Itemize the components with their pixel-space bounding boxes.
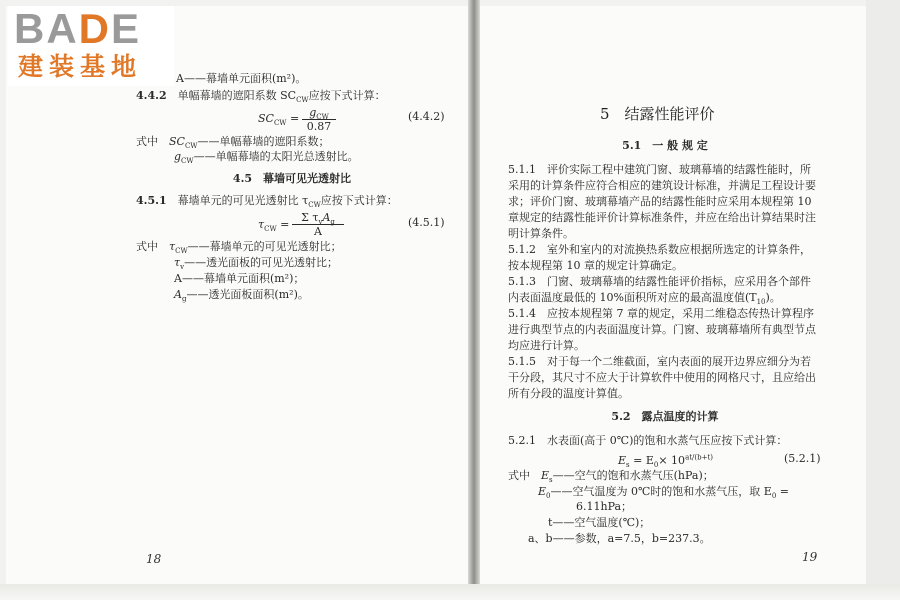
- p515-line: 干分段，其尺寸不应大于计算软件中使用的网格尺寸，且应给出: [508, 371, 816, 384]
- chapter-title: 5 结露性能评价: [600, 105, 715, 123]
- eq2-numerator: Σ $\tau_vA_g$: [292, 211, 344, 225]
- equation-number-5-2-1: (5.2.1): [784, 452, 821, 465]
- where-block-1-line-1: 式中 $SC_{CW}——$单幅幕墙的遮阳系数；: [136, 135, 330, 151]
- bottom-margin-edge: [0, 584, 900, 600]
- p513-line: 5.1.3 门窗、玻璃幕墙的结露性能评价指标，应采用各个部件: [508, 275, 811, 288]
- left-line-area-definition: A——幕墙单元面积(m²)。: [176, 72, 307, 85]
- right-page-number: 19: [802, 550, 818, 564]
- where-block-1-line-2: $g_{CW}——$单幅幕墙的太阳光总透射比。: [174, 150, 359, 166]
- where-block-3-line-3: 6.11hPa；: [576, 500, 633, 513]
- clause-4-4-2: 4.4.2 单幅幕墙的遮阳系数 $SC_{CW}$应按下式计算：: [136, 89, 386, 105]
- section-heading-5-2: 5.2 露点温度的计算: [611, 410, 719, 423]
- equation-number-4-5-1: (4.5.1): [408, 216, 445, 229]
- where-block-2-line-4: $A_g——$透光面板面积(m²)。: [174, 288, 309, 304]
- equation-number-4-4-2: (4.4.2): [408, 110, 445, 123]
- where-block-3-line-1: 式中 $E_s——$空气的饱和水蒸气压(hPa)；: [508, 469, 714, 485]
- p514-line: 5.1.4 应按本规程第 7 章的规定，采用二维稳态传热计算程序: [508, 307, 814, 320]
- left-page-number: 18: [146, 552, 162, 566]
- equation-4-4-2-fraction: [302, 106, 336, 133]
- section-heading-4-5: 4.5 幕墙可见光透射比: [232, 172, 352, 185]
- where-block-3-line-5: a、b——参数，a=7.5，b=237.3。: [528, 532, 711, 545]
- paragraph-5-2-1: 5.2.1 水表面(高于 0℃)的饱和水蒸气压应按下式计算：: [508, 434, 788, 447]
- right-margin-edge: [866, 0, 900, 600]
- p513-line: 内表面温度最低的 10%面积所对应的最高温度值$(T_{10})$。: [508, 291, 781, 307]
- p511-line: 求；评价门窗、玻璃幕墙产品的结露性能时应采用本规程第 10: [508, 195, 812, 208]
- equation-4-5-1-fraction: [292, 211, 344, 238]
- equation-5-2-1: $E_s = E_0\times 10^{at/(b+t)}$: [618, 453, 714, 470]
- where-block-3-line-2: $E_0——$空气温度为 0℃时的饱和水蒸气压，取 $E_0$ =: [538, 485, 790, 501]
- book-gutter: [468, 0, 480, 600]
- where-block-3-line-4: t——空气温度(℃)；: [548, 516, 651, 529]
- where-block-2-line-2: $\tau_v——$透光面板的可见光透射比；: [174, 256, 339, 272]
- p515-line: 所有分段的温度计算值。: [508, 387, 629, 400]
- where-block-2-line-3: A——幕墙单元面积(m²)；: [174, 272, 305, 285]
- logo-chinese-text: 建装基地: [18, 52, 143, 81]
- p511-line: 5.1.1 评价实际工程中建筑门窗、玻璃幕墙的结露性能时，所: [508, 163, 811, 176]
- equation-4-4-2-lhs: $SC_{CW}$ =: [258, 112, 300, 128]
- equation-4-5-1-lhs: $\tau_{CW}$ =: [258, 218, 290, 234]
- p514-line: 进行典型节点的内表面温度计算。门窗、玻璃幕墙所有典型节点: [508, 323, 816, 336]
- p511-line: 采用的计算条件应符合相应的建筑设计标准，并满足工程设计要: [508, 179, 816, 192]
- eq2-denominator: A: [314, 225, 322, 238]
- p511-line: 明计算条件。: [508, 227, 574, 240]
- eq1-numerator: $g_{CW}$: [302, 106, 336, 120]
- p512-line: 5.1.2 室外和室内的对流换热系数应根据所选定的计算条件，: [508, 243, 811, 256]
- logo-wordmark: BADE: [14, 5, 142, 52]
- p511-line: 章规定的结露性能评价计算标准条件，并应在给出计算结果时注: [508, 211, 816, 224]
- eq1-denominator: 0.87: [306, 120, 332, 133]
- p512-line: 按本规程第 10 章的规定计算确定。: [508, 259, 683, 272]
- where-block-2-line-1: 式中 $\tau_{CW}——$幕墙单元的可见光透射比；: [136, 240, 342, 256]
- p515-line: 5.1.5 对于每一个二维截面，室内表面的展开边界应细分为若: [508, 355, 811, 368]
- section-heading-5-1: 5.1 一 般 规 定: [622, 139, 708, 152]
- clause-4-5-1: 4.5.1 幕墙单元的可见光透射比 $\tau_{CW}$应按下式计算：: [136, 194, 398, 210]
- p514-line: 均应进行计算。: [508, 339, 585, 352]
- bade-logo: [8, 6, 174, 86]
